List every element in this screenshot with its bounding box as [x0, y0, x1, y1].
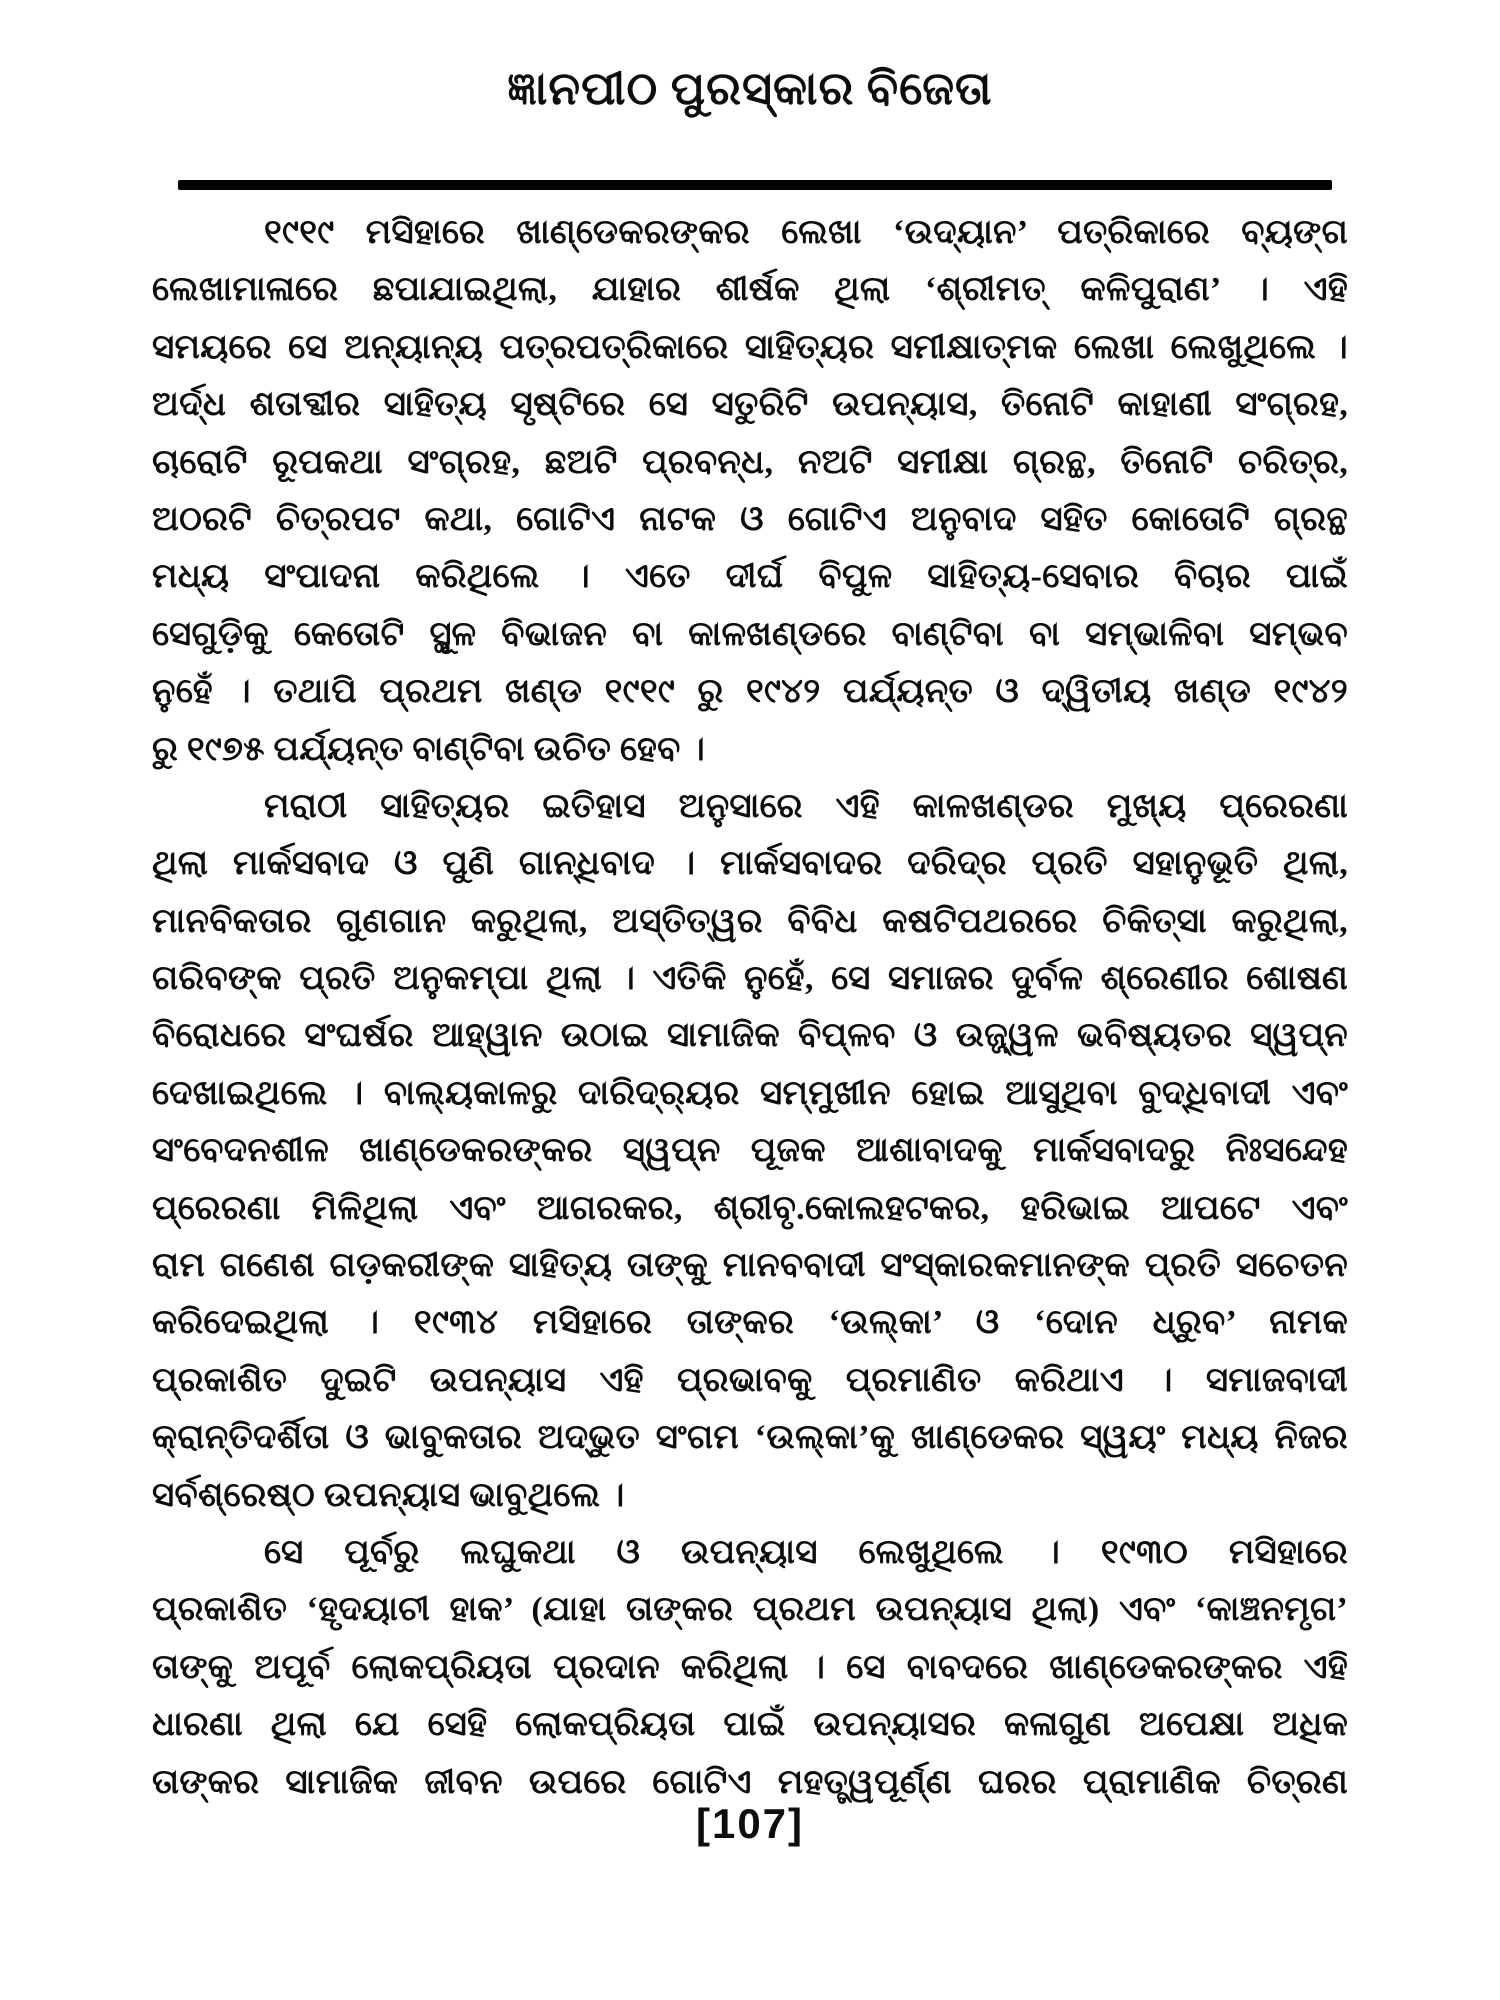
text-line-p2-l9: ରାମ ଗଣେଶ ଗଡ଼କରୀଙ୍କ ସାହିତ୍ୟ ତାଙ୍କୁ ମାନବବାଦୀ ସଂସ୍କାରକମାନଙ୍କ ପ୍ରତି ସଚେତନ [152, 1247, 1348, 1285]
text-line-p2-l11: ପ୍ରକାଶିତ ଦୁଇଟି ଉପନ୍ୟାସ ଏହି ପ୍ରଭାବକୁ ପ୍ରମାଣିତ କରିଥାଏ । ସମାଜବାଦୀ [152, 1361, 1348, 1399]
text-line-p1-l5: ଚାରୋଟି ରୂପକଥା ସଂଗ୍ରହ, ଛଅଟି ପ୍ରବନ୍ଧ, ନଅଟି ସମୀକ୍ଷା ଗ୍ରନ୍ଥ, ତିନୋଟି ଚରିତ୍ର, [152, 443, 1348, 481]
text-line-p2-l8: ପ୍ରେରଣା ମିଳିଥିଲା ଏବଂ ଆଗରକର, ଶ୍ରୀବୃ.କୋଲହଟକର, ହରିଭାଇ ଆପଟେ ଏବଂ [152, 1189, 1348, 1227]
text-line-p1-l7: ମଧ୍ୟ ସଂପାଦନା କରିଥିଲେ । ଏତେ ଦୀର୍ଘ ବିପୁଳ ସାହିତ୍ୟ-ସେବାର ବିଚାର ପାଇଁ [152, 558, 1348, 596]
text-line-p2-l4: ଗରିବଙ୍କ ପ୍ରତି ଅନୁକମ୍ପା ଥିଲା । ଏତିକି ନୁହେଁ, ସେ ସମାଜର ଦୁର୍ବଳ ଶ୍ରେଣୀର ଶୋଷଣ [152, 960, 1348, 998]
page-number: [107] [695, 1800, 805, 1847]
text-line-p3-l3: ତାଙ୍କୁ ଅପୂର୍ବ ଲୋକପ୍ରିୟତା ପ୍ରଦାନ କରିଥିଲା । ସେ ବାବଦରେ ଖାଣ୍ଡେକରଙ୍କର ଏହି [152, 1648, 1348, 1686]
text-line-p2-l13: ସର୍ବଶ୍ରେଷ୍ଠ ଉପନ୍ୟାସ ଭାବୁଥିଲେ । [152, 1476, 625, 1514]
text-line-p1-l6: ଅଠରଟି ଚିତ୍ରପଟ କଥା, ଗୋଟିଏ ନାଟକ ଓ ଗୋଟିଏ ଅନୁବାଦ ସହିତ କୋତୋଟି ଗ୍ରନ୍ଥ [152, 500, 1348, 538]
text-line-p2-l6: ଦେଖାଇଥିଲେ । ବାଲ୍ୟକାଳରୁ ଦାରିଦ୍ର୍ୟର ସମ୍ମୁଖୀନ ହୋଇ ଆସୁଥିବା ବୁଦ୍ଧିବାଦୀ ଏବଂ [152, 1074, 1348, 1112]
text-line-p2-l12: କ୍ରାନ୍ତିଦର୍ଶିତା ଓ ଭାବୁକତାର ଅଦ୍ଭୁତ ସଂଗମ ‘ଉଲ୍କା’କୁ ଖାଣ୍ଡେକର ସ୍ୱୟଂ ମଧ୍ୟ ନିଜର [152, 1419, 1348, 1457]
page-header-title: ଜ୍ଞାନପୀଠ ପୁରସ୍କାର ବିଜେତା [507, 63, 993, 114]
body-text [152, 204, 1348, 1811]
text-line-p1-l8: ସେଗୁଡ଼ିକୁ କେତୋଟି ସ୍ଥୂଳ ବିଭାଜନ ବା କାଳଖଣ୍ଡରେ ବାଣ୍ଟିବା ବା ସମ୍ଭାଳିବା ସମ୍ଭବ [152, 615, 1348, 653]
text-line-p3-l1: ସେ ପୂର୍ବରୁ ଲଘୁକଥା ଓ ଉପନ୍ୟାସ ଲେଖୁଥିଲେ । ୧୯୩୦ ମସିହାରେ [264, 1533, 1348, 1571]
text-line-p1-l10: ରୁ ୧୯୭୫ ପର୍ଯ୍ୟନ୍ତ ବାଣ୍ଟିବା ଉଚିତ ହେବ । [152, 730, 706, 768]
text-line-p2-l2: ଥିଲା ମାର୍କସବାଦ ଓ ପୁଣି ଗାନ୍ଧିବାଦ । ମାର୍କସବାଦର ଦରିଦ୍ର ପ୍ରତି ସହାନୁଭୂତି ଥିଲା, [152, 845, 1348, 883]
text-line-p2-l1: ମରାଠୀ ସାହିତ୍ୟର ଇତିହାସ ଅନୁସାରେ ଏହି କାଳଖଣ୍ଡର ମୁଖ୍ୟ ପ୍ରେରଣା [264, 787, 1348, 825]
text-line-p1-l9: ନୁହେଁ । ତଥାପି ପ୍ରଥମ ଖଣ୍ଡ ୧୯୧୯ ରୁ ୧୯୪୨ ପର୍ଯ୍ୟନ୍ତ ଓ ଦ୍ୱିତୀୟ ଖଣ୍ଡ ୧୯୪୨ [152, 673, 1348, 711]
text-line-p1-l1: ୧୯୧୯ ମସିହାରେ ଖାଣ୍ଡେକରଙ୍କର ଲେଖା ‘ଉଦ୍ୟାନ’ ପତ୍ରିକାରେ ବ୍ୟଙ୍ଗ [264, 214, 1348, 251]
text-line-p3-l5: ତାଙ୍କର ସାମାଜିକ ଜୀବନ ଉପରେ ଗୋଟିଏ ମହତ୍ତ୍ୱପୂର୍ଣ୍ଣ ଘରର ପ୍ରାମାଣିକ ଚିତ୍ରଣ [152, 1763, 1348, 1801]
text-line-p2-l5: ବିରୋଧରେ ସଂଘର୍ଷର ଆହ୍ୱାନ ଉଠାଇ ସାମାଜିକ ବିପ୍ଳବ ଓ ଉଜ୍ଜ୍ୱଳ ଭବିଷ୍ୟତର ସ୍ୱପ୍ନ [152, 1017, 1348, 1055]
text-line-p1-l3: ସମୟରେ ସେ ଅନ୍ୟାନ୍ୟ ପତ୍ରପତ୍ରିକାରେ ସାହିତ୍ୟର ସମୀକ୍ଷାତ୍ମକ ଲେଖା ଲେଖୁଥିଲେ । [152, 328, 1348, 366]
text-line-p3-l2: ପ୍ରକାଶିତ ‘ହୃଦୟାଚୀ ହାକ’ (ଯାହା ତାଙ୍କର ପ୍ରଥମ ଉପନ୍ୟାସ ଥିଲା) ଏବଂ ‘କାଞ୍ଚନମୃଗ’ [152, 1591, 1348, 1629]
text-line-p2-l7: ସଂବେଦନଶୀଳ ଖାଣ୍ଡେକରଙ୍କର ସ୍ୱପ୍ନ ପୂଜକ ଆଶାବାଦକୁ ମାର୍କସବାଦରୁ ନିଃସନ୍ଦେହ [152, 1132, 1348, 1170]
text-line-p1-l4: ଅର୍ଦ୍ଧ ଶତାବ୍ଦୀର ସାହିତ୍ୟ ସୃଷ୍ଟିରେ ସେ ସତୁରିଟି ଉପନ୍ୟାସ, ତିନୋଟି କାହାଣୀ ସଂଗ୍ରହ, [152, 386, 1348, 424]
text-line-p3-l4: ଧାରଣା ଥିଲା ଯେ ସେହି ଲୋକପ୍ରିୟତା ପାଇଁ ଉପନ୍ୟାସର କଳାଗୁଣ ଅପେକ୍ଷା ଅଧିକ [152, 1706, 1348, 1744]
header-rule [178, 180, 1332, 190]
text-line-p2-l10: କରିଦେଇଥିଲା । ୧୯୩୪ ମସିହାରେ ତାଙ୍କର ‘ଉଲ୍କା’ ଓ ‘ଦୋନ ଧ୍ରୁବ’ ନାମକ [152, 1304, 1348, 1342]
text-line-p1-l2: ଲେଖାମାଳାରେ ଛପାଯାଇଥିଲା, ଯାହାର ଶୀର୍ଷକ ଥିଲା ‘ଶ୍ରୀମତ୍ କଳିପୁରାଣ’ । ଏହି [152, 271, 1348, 309]
text-line-p2-l3: ମାନବିକତାର ଗୁଣଗାନ କରୁଥିଲା, ଅସ୍ତିତ୍ୱର ବିବିଧ କଷଟିପଥରରେ ଚିକିତ୍ସା କରୁଥିଲା, [152, 902, 1348, 940]
